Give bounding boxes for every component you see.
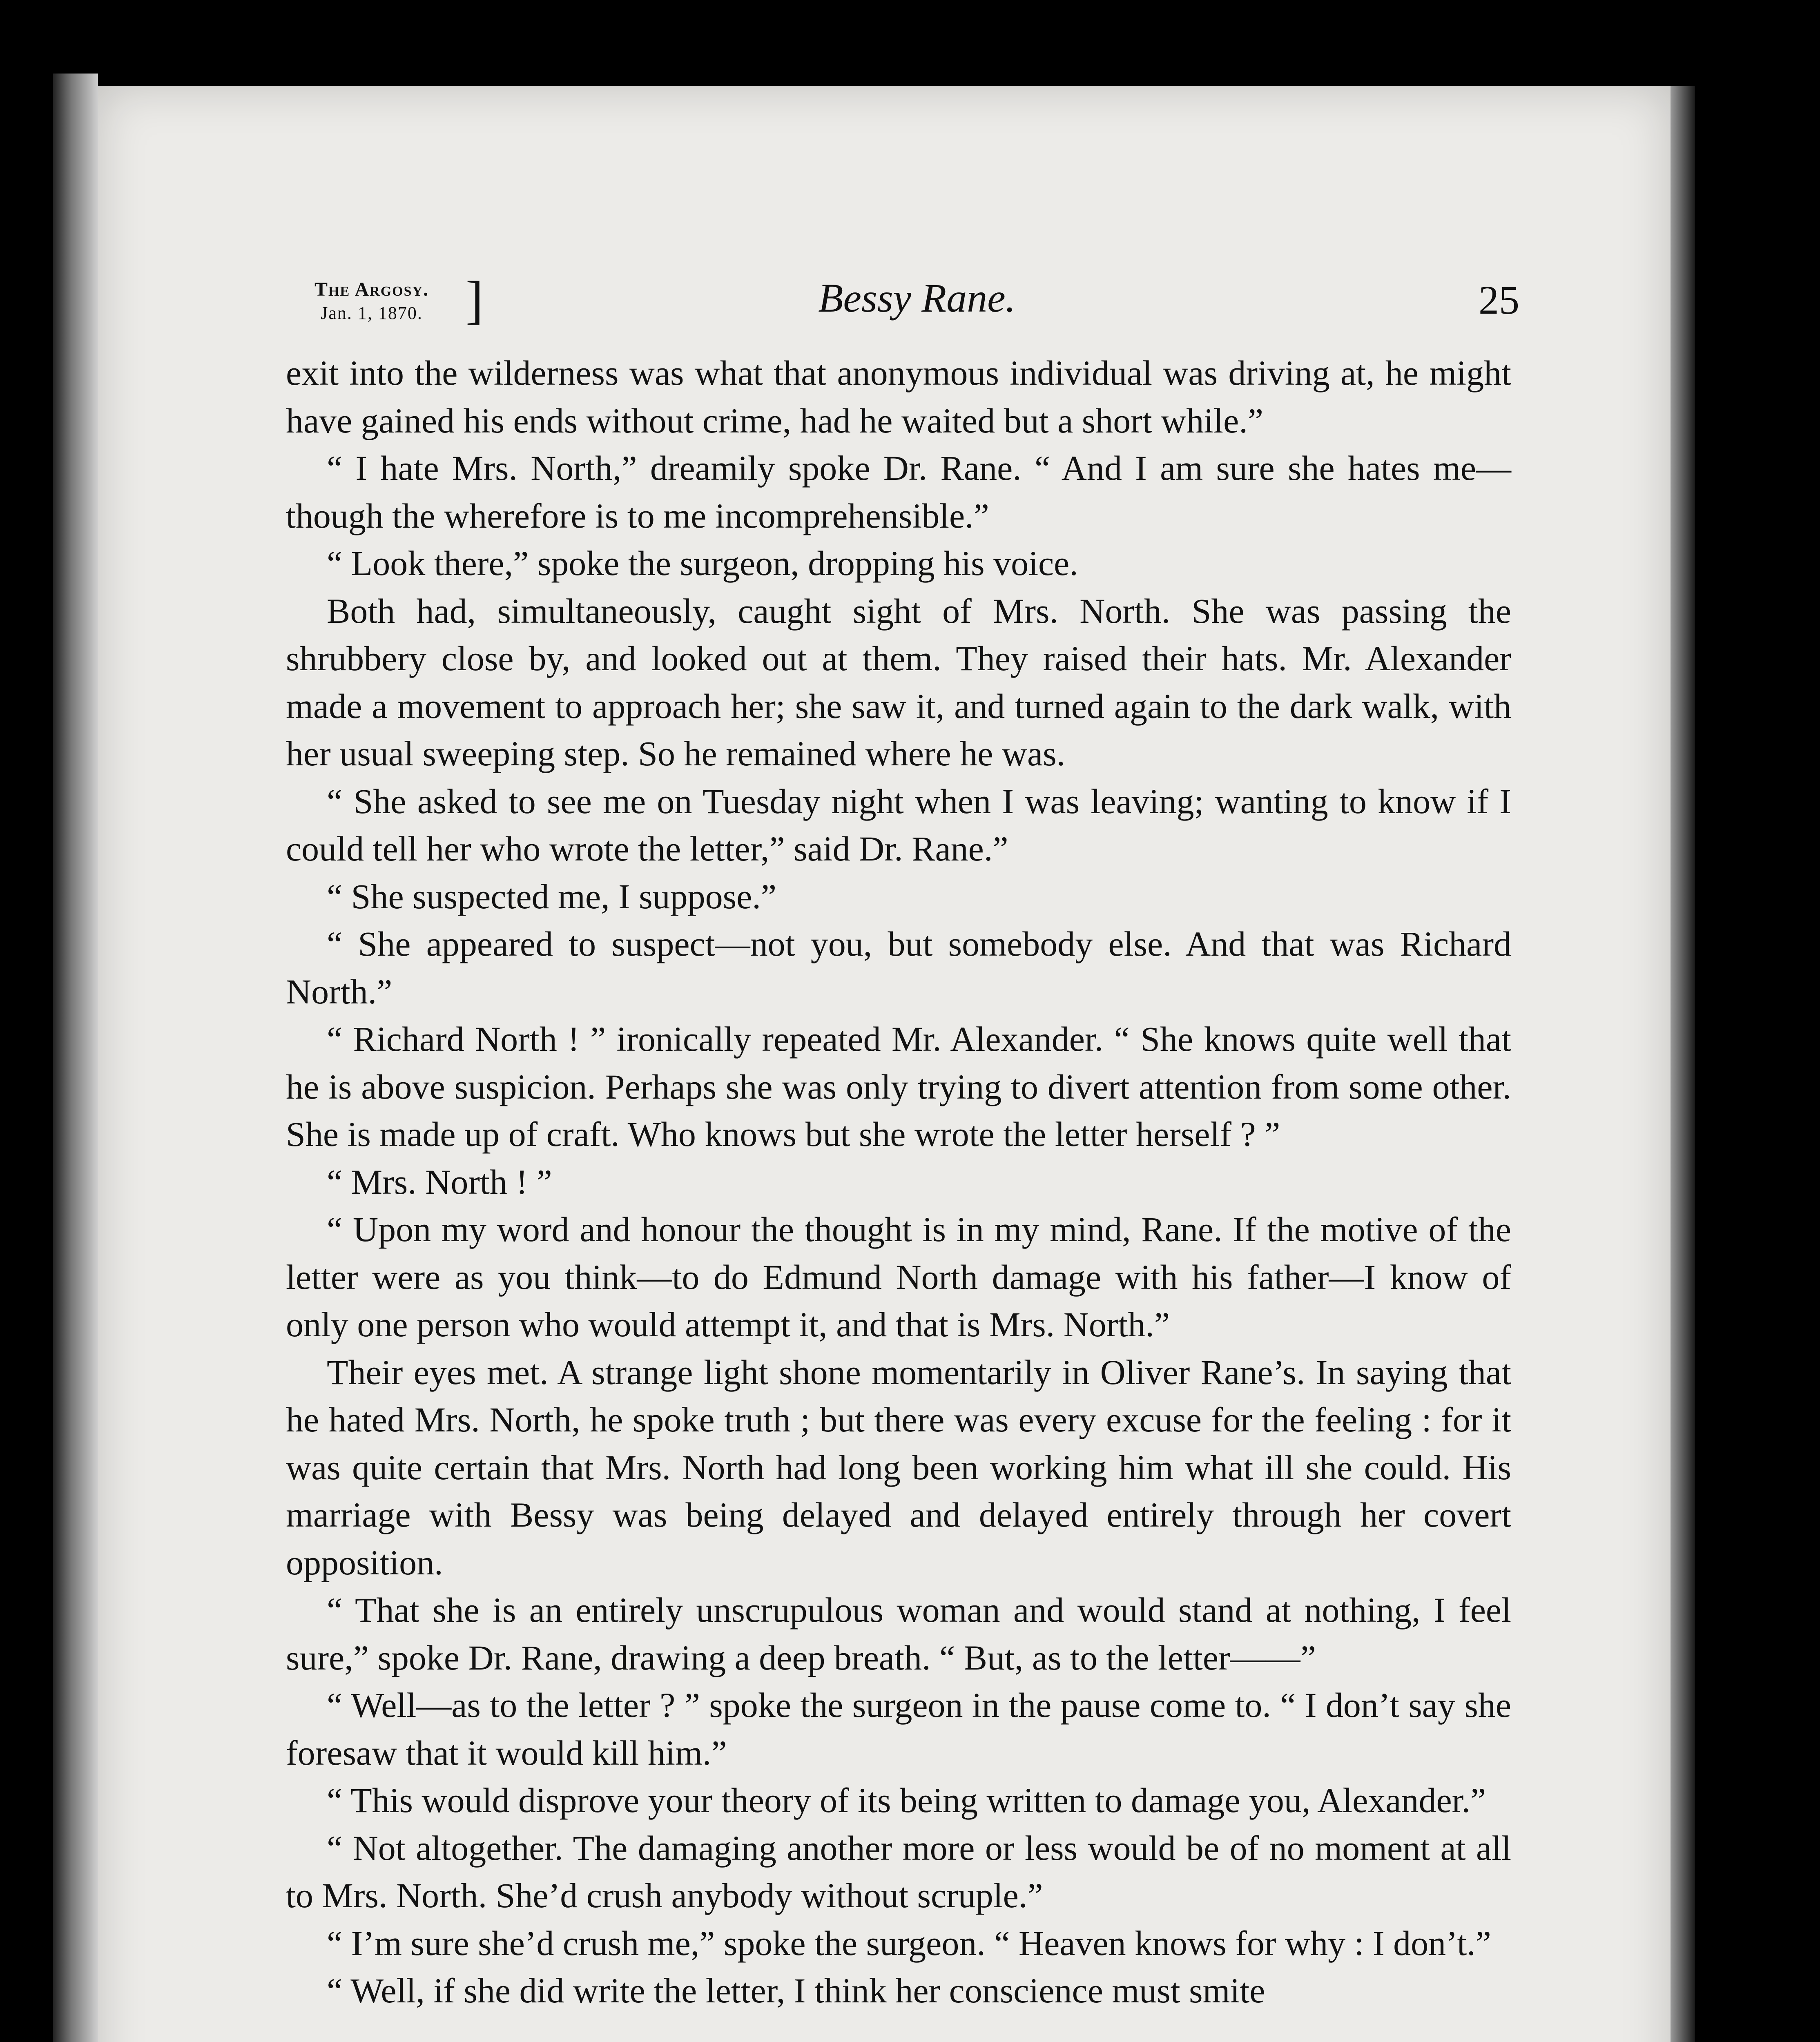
paragraph: “ That she is an entirely unscrupulous woman and would stand at nothing, I feel sure,” spoke Dr. Rane, drawing a deep breath. “ But, as to the letter——” — [286, 1590, 1511, 1677]
page-number: 25 — [1479, 277, 1519, 323]
paragraph: Both had, simultaneously, caught sight of Mrs. North. She was passing the shrubbery close by, and looked out at them. They raised their hats. Mr. Alexander made a movement to approach her; she saw it, and turned again to the dark walk, with her usual sweeping step. So he remained where he was. — [286, 591, 1511, 773]
paragraph: “ Upon my word and honour the thought is in my mind, Rane. If the motive of the letter were as you think—to do Edmund North damage with his father—I know of only one person who would attempt it, and that is Mrs. North.” — [286, 1210, 1511, 1344]
body-text — [286, 349, 1511, 2015]
paragraph: “ I hate Mrs. North,” dreamily spoke Dr. Rane. “ And I am sure she hates me—though the wherefore is to me incomprehensible.” — [286, 448, 1511, 535]
paragraph: “ She suspected me, I suppose.” — [327, 876, 776, 916]
page-edge-shadow — [53, 74, 98, 2042]
running-title: Bessy Rane. — [818, 275, 1016, 321]
paragraph: exit into the wilderness was what that anonymous individual was driving at, he might have gained his ends without crime, had he waited but a short while.” — [286, 353, 1511, 440]
paragraph: Their eyes met. A strange light shone momentarily in Oliver Rane’s. In saying that he hated Mrs. North, he spoke truth ; but there was every excuse for the feeling : for it was quite certain that Mrs. North had long been working him what ill she could. His marriage with Bessy was being delayed and delayed entirely through her covert opposition. — [286, 1352, 1511, 1582]
paragraph: “ Richard North ! ” ironically repeated Mr. Alexander. “ She knows quite well that he is above suspicion. Perhaps she was only trying to divert attention from some other. She is made up of craft. Who knows but she wrote the letter herself ? ” — [286, 1019, 1511, 1154]
paragraph: “ Well—as to the letter ? ” spoke the surgeon in the pause come to. “ I don’t say she foresaw that it would kill him.” — [286, 1685, 1511, 1772]
right-page-edge — [1671, 86, 1695, 2042]
paragraph: “ Not altogether. The damaging another more or less would be of no moment at all to Mrs. North. She’d crush anybody without scruple.” — [286, 1828, 1511, 1915]
paragraph: “ I’m sure she’d crush me,” spoke the surgeon. “ Heaven knows for why : I don’t.” — [327, 1923, 1491, 1963]
journal-date: Jan. 1, 1870. — [321, 303, 423, 323]
paragraph: “ She appeared to suspect—not you, but somebody else. And that was Richard North.” — [286, 924, 1511, 1011]
journal-name: The Argosy. — [314, 279, 429, 300]
paragraph: “ Mrs. North ! ” — [327, 1162, 552, 1202]
page-header — [314, 271, 1519, 343]
paragraph: “ She asked to see me on Tuesday night when I was leaving; wanting to know if I could tell her who wrote the letter,” said Dr. Rane.” — [286, 781, 1511, 868]
paragraph: “ Look there,” spoke the surgeon, dropping his voice. — [327, 544, 1078, 583]
paragraph: “ Well, if she did write the letter, I think her conscience must smite — [327, 1971, 1265, 2010]
header-bracket: ] — [466, 271, 484, 330]
paragraph: “ This would disprove your theory of its being written to damage you, Alexander.” — [327, 1781, 1486, 1820]
